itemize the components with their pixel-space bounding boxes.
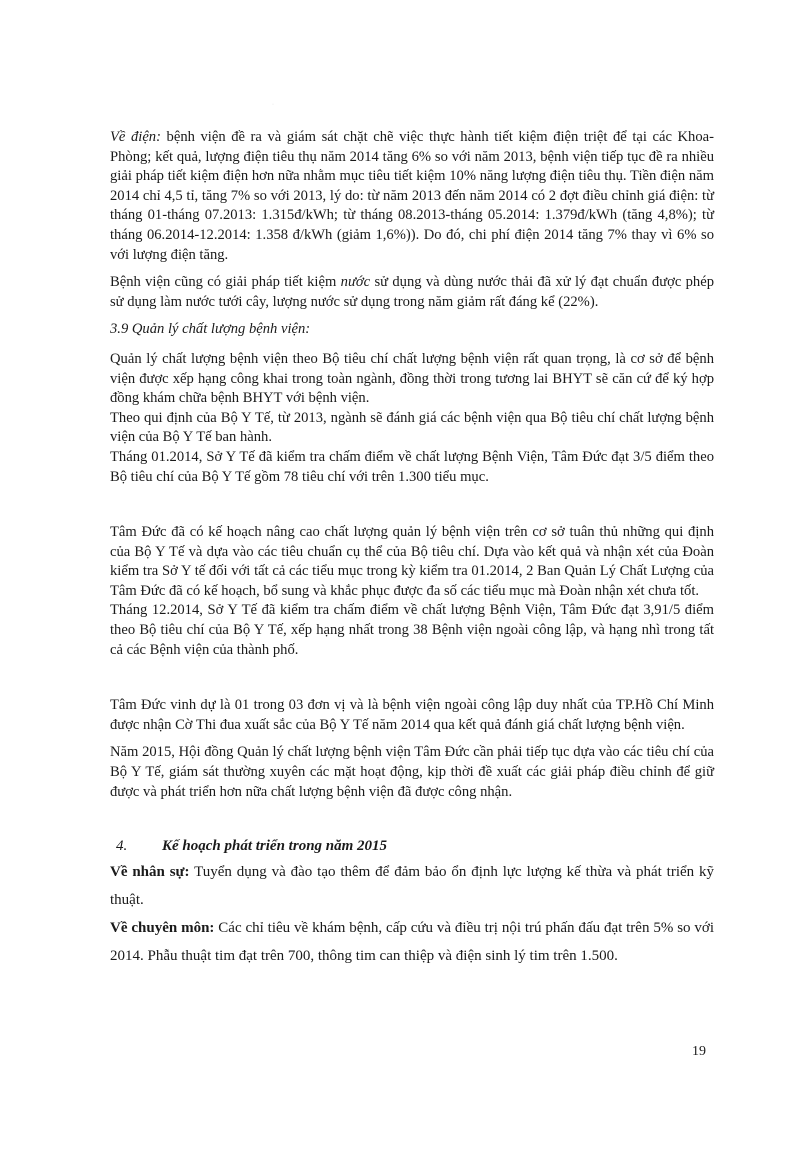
- water-text-before: Bệnh viện cũng có giải pháp tiết kiệm: [110, 274, 341, 291]
- section-4-heading: [110, 836, 714, 856]
- expertise-label: Về chuyên môn:: [110, 920, 215, 937]
- page-content: [110, 128, 714, 970]
- paragraph-quality-7: Năm 2015, Hội đồng Quản lý chất lượng bệnh viện Tâm Đức cần phải tiếp tục dựa vào các tiêu chí của Bộ Y Tế, giám sát thường xuyên các mặt hoạt động, kịp thời đề xuất các giải pháp điều chỉnh để giữ được và phát triển hơn nữa chất lượng bệnh viện đã được công nhận.: [110, 744, 714, 800]
- section-4-title: Kế hoạch phát triển trong năm 2015: [162, 838, 388, 855]
- section-4-body: [110, 858, 714, 970]
- paragraph-quality-5: Tháng 12.2014, Sở Y Tế đã kiểm tra chấm điểm về chất lượng Bệnh Viện, Tâm Đức đạt 3,91/5 điểm theo Bộ tiêu chí của Bộ Y Tế, xếp hạng nhất trong 38 Bệnh viện ngoài công lập, và hạng nhì trong tất cả các Bệnh viện của thành phố.: [110, 602, 714, 658]
- paragraph-quality-2: Theo qui định của Bộ Y Tế, từ 2013, ngành sẽ đánh giá các bệnh viện qua Bộ tiêu chí chất lượng bệnh viện của Bộ Y Tế ban hành.: [110, 409, 714, 446]
- paragraph-quality-4: Tâm Đức đã có kế hoạch nâng cao chất lượng quản lý bệnh viện trên cơ sở tuân thủ những qui định của Bộ Y Tế và dựa vào các tiêu chuẩn cụ thể của Bộ tiêu chí. Dựa vào kết quả và nhận xét của Đoàn kiểm tra Sở Y tế đối với tất cả các tiểu mục trong kỳ kiểm tra 01.2014, 2 Ban Quản Lý Chất Lượng của Tâm Đức đã có kế hoạch, bổ sung và khắc phục được đa số các tiểu mục mà Đoàn nhận xét chưa tốt.: [110, 524, 714, 599]
- electricity-text: bệnh viện đề ra và giám sát chặt chẽ việc thực hành tiết kiệm điện triệt để tại các Khoa-Phòng; kết quả, lượng điện tiêu thụ năm 2014 tăng 6% so với năm 2013, bệnh viện tiếp tục đề ra nhiều giải pháp tiết kiệm điện hơn nữa nhằm mục tiêu tiết kiệm 10% năng lượng điện tiêu thụ. Tiền điện năm 2014 chỉ 4,5 tỉ, tăng 7% so với 2013, lý do: từ năm 2013 đến năm 2014 có 2 đợt điều chỉnh giá điện: từ tháng 01-tháng 07.2013: 1.315đ/kWh; từ tháng 08.2013-tháng 05.2014: 1.379đ/kWh (tăng 4,8%); từ tháng 06.2014-12.2014: 1.358 đ/kWh (giảm 1,6%)). Do đó, chi phí điện 2014 tăng 7% thay vì 6% so với lượng điện tăng.: [110, 129, 714, 263]
- staff-text: Tuyển dụng và đào tạo thêm để đảm bảo ổn định lực lượng kế thừa và phát triển kỹ thuật.: [110, 864, 714, 909]
- paragraph-electricity: [110, 128, 714, 265]
- expertise-text: Các chỉ tiêu về khám bệnh, cấp cứu và điều trị nội trú phấn đấu đạt trên 5% so với 2014. Phẫu thuật tim đạt trên 700, thông tim can thiệp và điện sinh lý tim trên 1.500.: [110, 920, 715, 965]
- electricity-label: Về điện:: [110, 129, 161, 145]
- water-text-after: sử dụng và dùng nước thải đã xử lý đạt chuẩn được phép sử dụng làm nước tưới cây, lượng nước sử dụng trong năm giảm rất đáng kể (22%).: [110, 274, 714, 310]
- paragraph-quality-1: Quản lý chất lượng bệnh viện theo Bộ tiêu chí chất lượng bệnh viện rất quan trọng, là cơ sở để bệnh viện được xếp hạng công khai trong toàn ngành, đồng thời trong tương lai BHYT sẽ căn cứ để ký hợp đồng khám chữa bệnh BHYT với bệnh viện.: [110, 350, 714, 407]
- paragraph-quality-3: Tháng 01.2014, Sở Y Tế đã kiểm tra chấm điểm về chất lượng Bệnh Viện, Tâm Đức đạt 3/5 điểm theo Bộ tiêu chí của Bộ Y Tế gồm 78 tiêu chí với trên 1.300 tiểu mục.: [110, 448, 714, 485]
- scan-speck: ·: [272, 102, 274, 108]
- quality-heading-text: 3.9 Quản lý chất lượng bệnh viện:: [110, 321, 311, 338]
- paragraph-water: [110, 273, 714, 312]
- section-4-number: 4.: [116, 838, 128, 855]
- staff-label: Về nhân sự:: [110, 864, 190, 881]
- water-text-italic: nước: [340, 274, 371, 291]
- page-number: 19: [692, 1044, 706, 1059]
- paragraph-staff: [110, 858, 714, 914]
- paragraph-expertise: [110, 914, 714, 970]
- paragraph-quality-6: Tâm Đức vinh dự là 01 trong 03 đơn vị và là bệnh viện ngoài công lập duy nhất của TP.Hồ Chí Minh được nhận Cờ Thi đua xuất sắc của Bộ Y Tế năm 2014 qua kết quả đánh giá chất lượng bệnh viện.: [110, 697, 714, 733]
- quality-heading: [110, 320, 714, 340]
